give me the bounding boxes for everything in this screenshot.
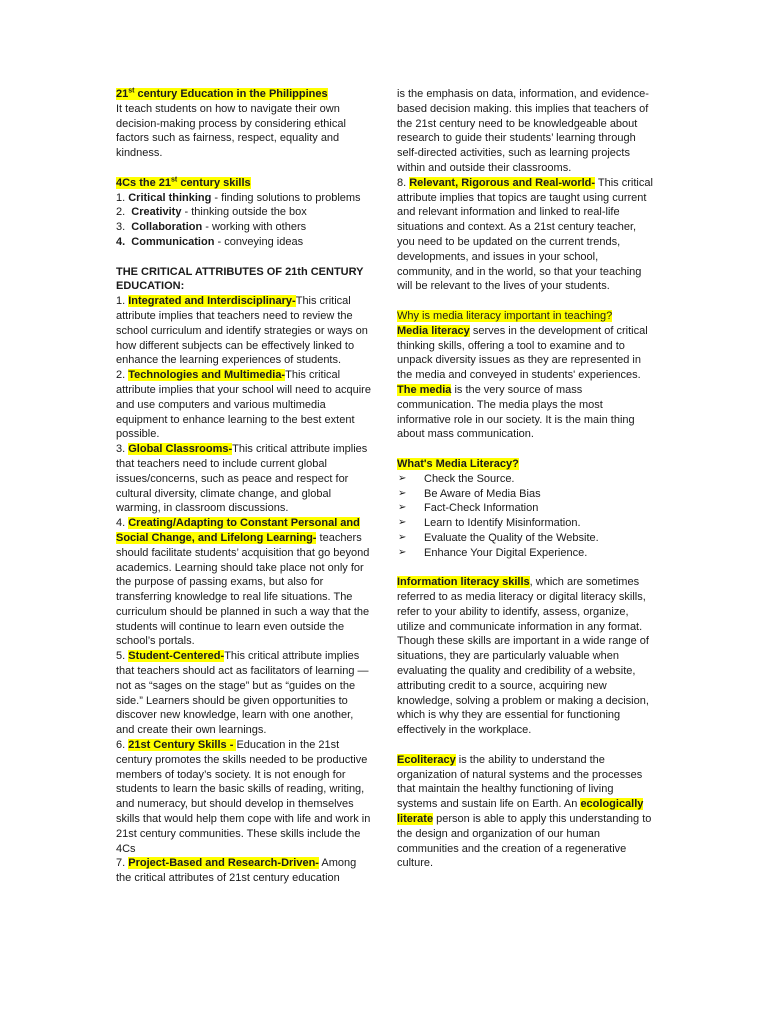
attribute-item: 3. Global Classrooms-This critical attribute implies that teachers need to include current global issues/concerns, such as peace and respect for cultural diversity, climate change, and global warming, in classroom discussions.: [116, 443, 368, 515]
arrow-bullet-icon: ➢: [398, 472, 407, 484]
list-item: ➢ Learn to Identify Misinformation.: [398, 517, 581, 530]
the-media-definition: The media is the very source of mass communication. The media plays the most informative role in our society. It is the main thing about mass communication.: [397, 383, 635, 441]
attribute-item: 6. 21st Century Skills - Education in the 21st century promotes the skills needed to be productive members of today’s society. It is not enough for students to learn the basic skills of reading, writing, and numeracy, but should develop in themselves skills that would help them cope with life and work in 21st century communities. These skills include the 4Cs: [116, 739, 371, 855]
information-literacy-definition: Information literacy skills, which are sometimes referred to as media literacy or digital literacy skills, refer to your ability to identify, assess, organize, utilize and communicate information in any format. Though these skills are important in a wide range of situations, they are particularly valuable when evaluating the quality and credibility of a website, attributing credit to a source, acquiring new knowledge, solving a problem or making a decision, which is why they are essential for functioning effectively in the workplace.: [397, 576, 649, 737]
whats-media-literacy-heading: What's Media Literacy?: [397, 457, 519, 470]
philippines-heading: 21st century Education in the Philippines: [116, 87, 328, 100]
attribute-7-continued: is the emphasis on data, information, and evidence-based decision making. this implies that teachers of the 21st century need to be knowledgeable about research to guide their students’ learning through self-directed activities, such as learning projects within and outside their classrooms.: [397, 88, 649, 174]
left-column: [116, 87, 372, 886]
critical-attributes-heading: THE CRITICAL ATTRIBUTES OF 21th CENTURY EDUCATION:: [116, 265, 364, 293]
right-column: [397, 87, 653, 871]
four-cs-item: 2. Creativity - thinking outside the box: [116, 206, 307, 219]
critical-attributes-list: [116, 294, 372, 886]
arrow-bullet-icon: ➢: [398, 502, 407, 514]
attribute-item: 8. Relevant, Rigorous and Real-world- This critical attribute implies that topics are taught using current and relevant information and linked to real-life situations and context. As a 21st century teacher, you need to be updated on the current trends, developments, and issues in your school, community, and in the world, so that your teaching will be relevant to the lives of your students.: [397, 176, 653, 293]
list-item: ➢ Check the Source.: [398, 472, 515, 485]
list-item: ➢ Enhance Your Digital Experience.: [398, 546, 588, 559]
four-cs-item: 4. Communication - conveying ideas: [116, 235, 304, 248]
attribute-item: 4. Creating/Adapting to Constant Personal and Social Change, and Lifelong Learning- teachers should facilitate students’ acquisition that go beyond academics. Learning should take place not only for the purpose of passing exams, but also for transferring knowledge to real life situations. The curriculum should be planned in such a way that the students will continue to learn even outside the school’s portals.: [116, 517, 370, 648]
arrow-bullet-icon: ➢: [398, 531, 407, 543]
arrow-bullet-icon: ➢: [398, 517, 407, 529]
list-item: ➢ Fact-Check Information: [398, 502, 539, 515]
philippines-body: It teach students on how to navigate their own decision-making process by considering ethical factors such as fairness, respect, equality and kindness.: [116, 102, 346, 160]
four-cs-heading: 4Cs the 21st century skills: [116, 176, 251, 189]
arrow-bullet-icon: ➢: [398, 546, 407, 558]
ecoliteracy-definition: Ecoliteracy is the ability to understand the organization of natural systems and the processes that maintain the healthy functioning of living systems and sustain life on Earth. An ecologically literate person is able to apply this understanding to the design and organization of our human communities and the creation of a regenerative culture.: [397, 753, 652, 870]
attribute-item: 1. Integrated and Interdisciplinary-This critical attribute implies that teachers need to review the school curriculum and identify strategies or ways on how different subjects can be effectively linked to enhance the learning experiences of students.: [116, 295, 368, 367]
four-cs-item: 1. Critical thinking - finding solutions to problems: [116, 191, 361, 204]
four-cs-list: [116, 191, 372, 250]
media-literacy-definition: Media literacy serves in the development of critical thinking skills, offering a tool to examine and to unpack diversity issues as they are represented in the media and conveyed in students' experiences.: [397, 324, 648, 382]
attribute-item: 5. Student-Centered-This critical attribute implies that teachers should act as facilitators of learning — not as “sages on the stage” but as “guides on the side.” Learners should be given opportunities to discover new knowledge, learn with one another, and create their own learnings.: [116, 650, 369, 737]
four-cs-item: 3. Collaboration - working with others: [116, 221, 307, 234]
media-literacy-question: Why is media literacy important in teaching?: [397, 309, 613, 322]
arrow-bullet-icon: ➢: [398, 487, 407, 499]
list-item: ➢ Be Aware of Media Bias: [398, 487, 541, 500]
media-literacy-tips-list: [397, 472, 653, 561]
attribute-item: 7. Project-Based and Research-Driven- Among the critical attributes of 21st century education: [116, 857, 357, 885]
list-item: ➢ Evaluate the Quality of the Website.: [398, 531, 599, 544]
attribute-item: 2. Technologies and Multimedia-This critical attribute implies that your school will need to acquire and use computers and various multimedia equipment to enhance learning to the best extent possible.: [116, 369, 371, 441]
